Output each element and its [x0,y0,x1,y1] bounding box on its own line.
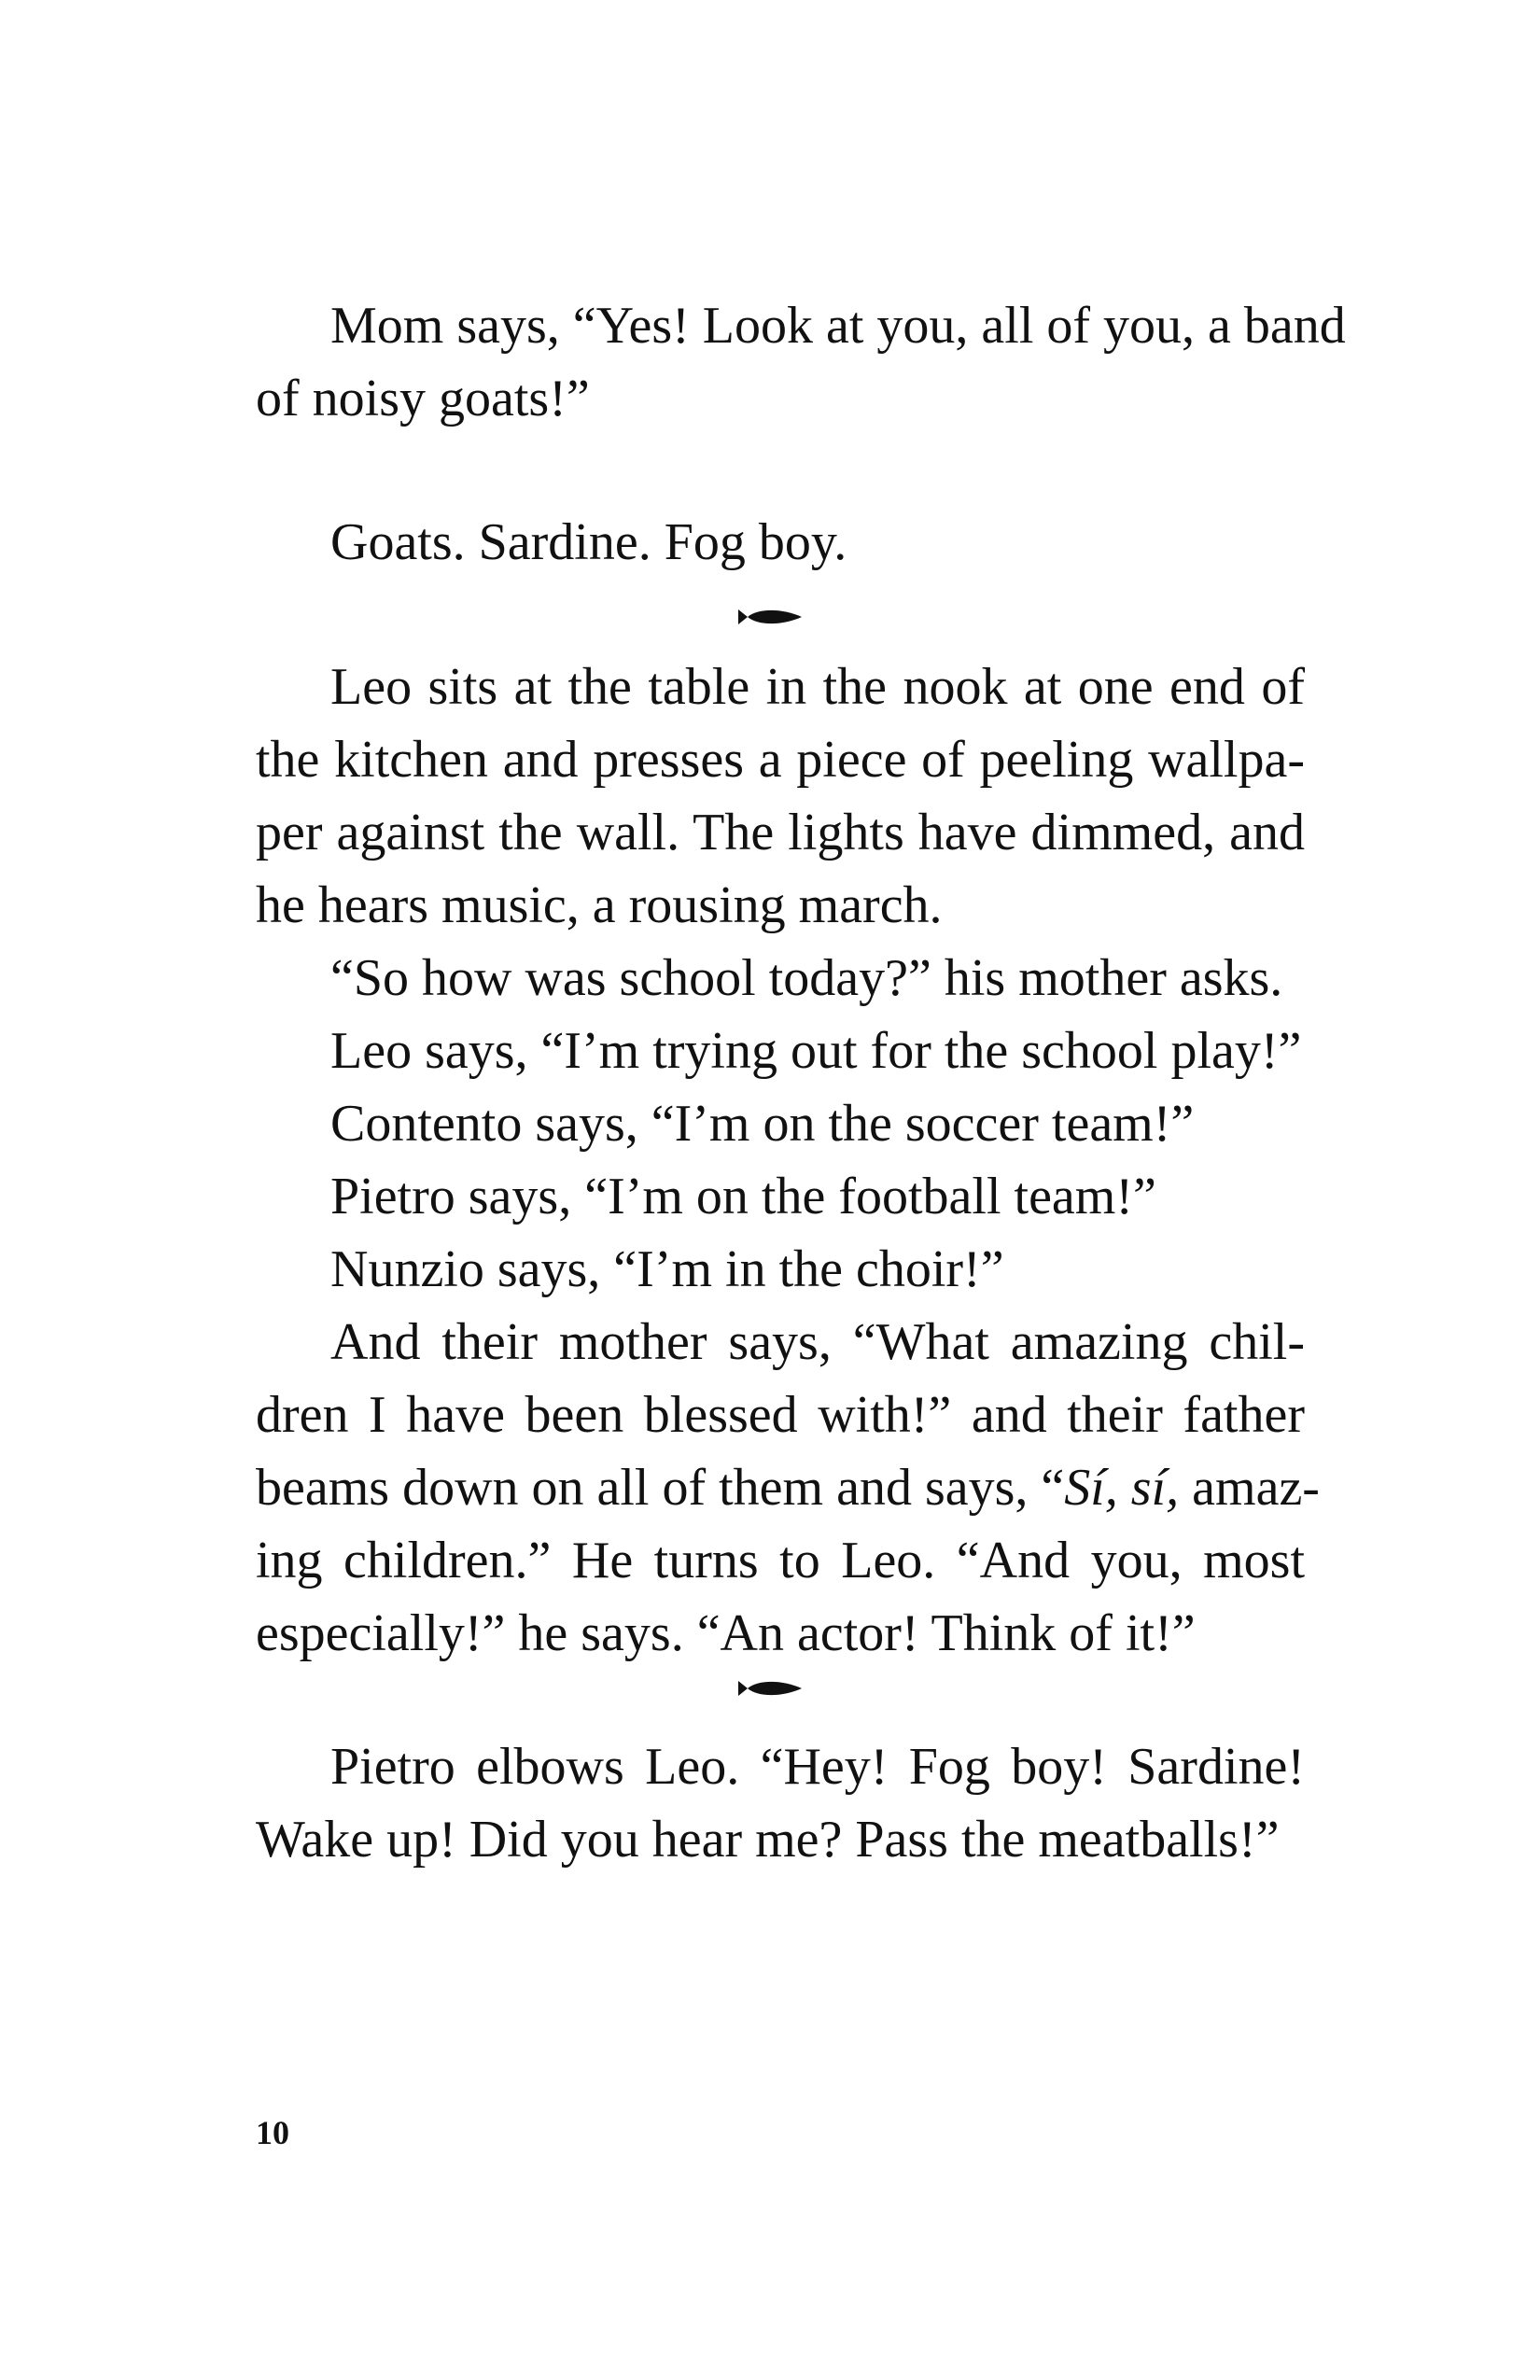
text-line: ing children.” He turns to Leo. “And you, most [256,1532,1305,1589]
text-line: Leo says, “I’m trying out for the school play!” [330,1022,1302,1080]
paragraph-goats-sardine [256,506,1305,579]
fish-ornament-icon [736,1677,804,1700]
paragraph-pietro-elbows [256,1730,1305,1876]
text-line: Leo sits at the table in the nook at one end of [330,658,1305,716]
text-line: per against the wall. The lights have dimmed, and [256,804,1305,861]
text-line: dren I have been blessed with!” and their father [256,1386,1305,1444]
text-segment: amaz- [1179,1459,1320,1517]
text-line: Goats. Sardine. Fog boy. [330,513,847,571]
text-line-with-italic [256,1451,1320,1524]
text-line: Nunzio says, “I’m in the choir!” [330,1240,1004,1298]
text-line: the kitchen and presses a piece of peeling wallpa- [256,731,1305,789]
text-line: Mom says, “Yes! Look at you, all of you, a band [330,297,1346,355]
text-line: of noisy goats!” [256,370,590,427]
text-line: And their mother says, “What amazing chil- [330,1313,1305,1371]
text-line: “So how was school today?” his mother asks. [330,949,1283,1007]
paragraph-mom-says [256,289,1346,435]
text-line: Pietro says, “I’m on the football team!” [330,1168,1156,1225]
fish-ornament-icon [736,606,804,628]
text-line: especially!” he says. “An actor! Think of it!” [256,1604,1196,1662]
italic-text: Sí, sí, [1064,1459,1180,1517]
text-line: Pietro elbows Leo. “Hey! Fog boy! Sardine! [330,1738,1305,1796]
text-line: Wake up! Did you hear me? Pass the meatballs!” [256,1811,1280,1869]
text-segment: beams down on all of them and says, “ [256,1459,1065,1517]
paragraph-kitchen-scene [256,651,1320,1670]
text-line: he hears music, a rousing march. [256,876,943,934]
page-number: 10 [256,2114,289,2151]
text-line: Contento says, “I’m on the soccer team!” [330,1095,1195,1153]
